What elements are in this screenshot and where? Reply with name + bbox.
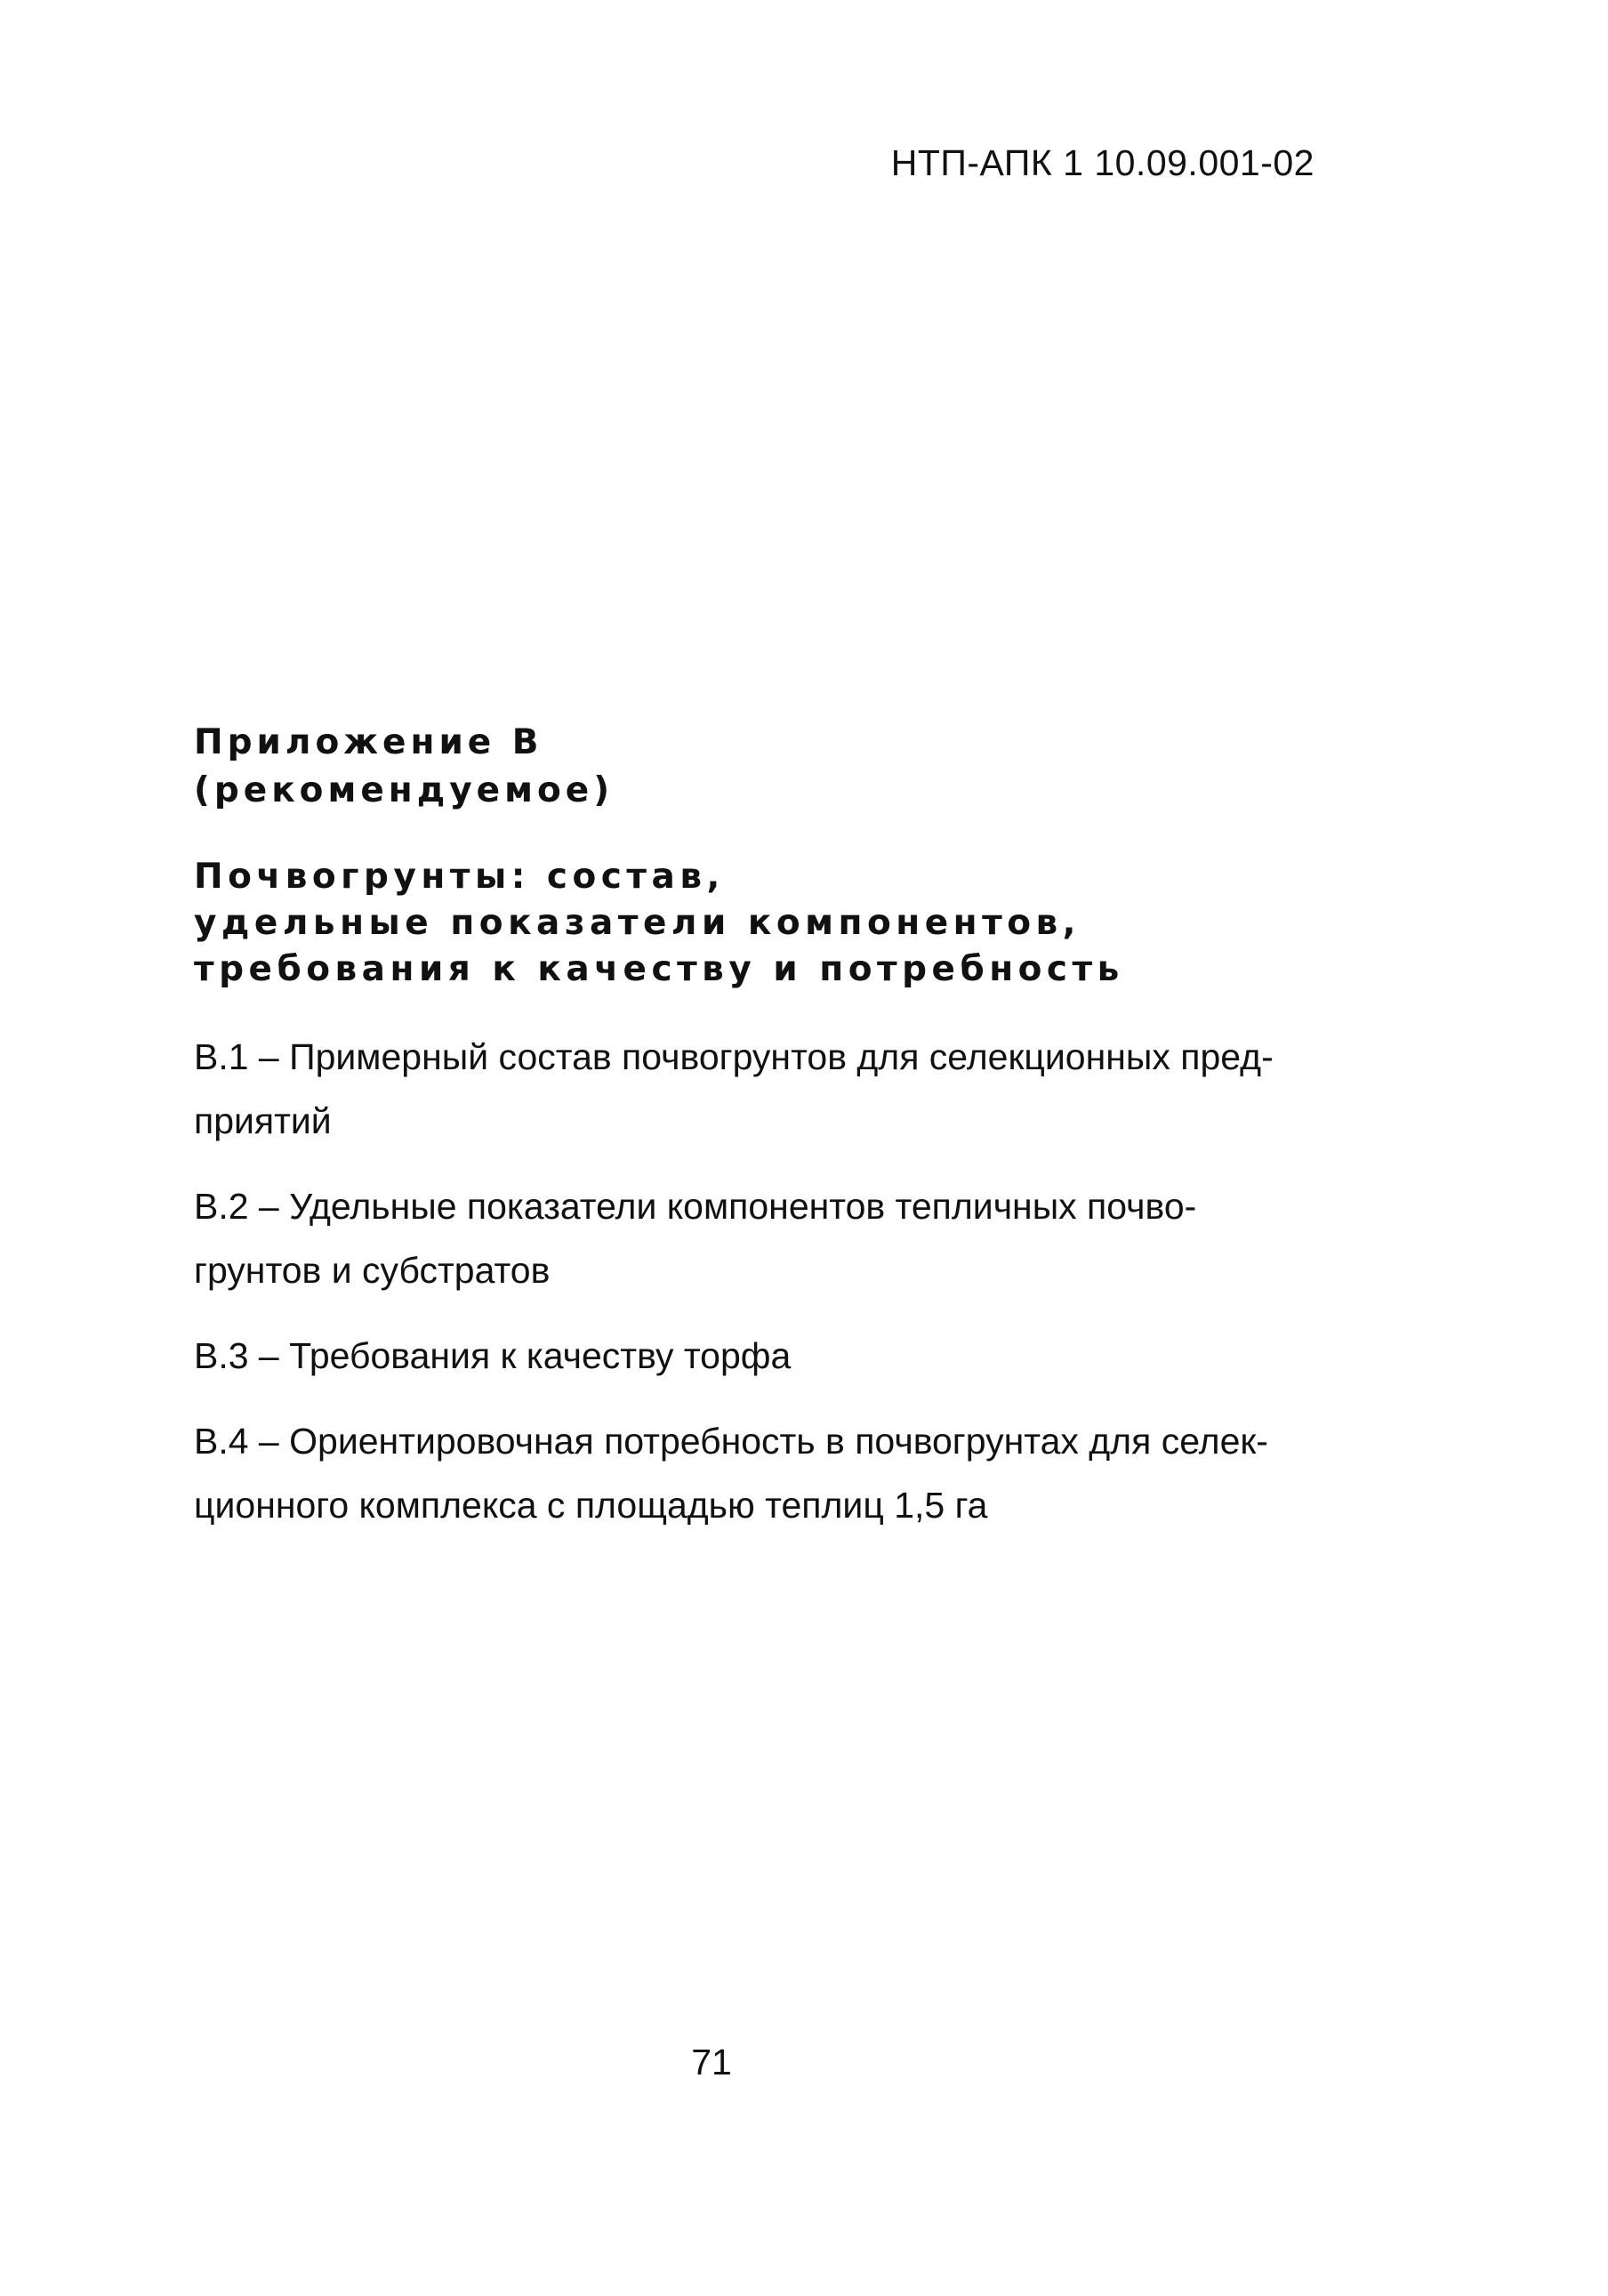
contents-item-b4 [194,1409,1421,1537]
section-title-line: удельные показатели компонентов, [194,903,1081,943]
contents-list [194,1025,1421,1559]
contents-item-b3 [194,1324,1421,1388]
contents-line: В.1 – Примерный состав почвогрунтов для селекционных пред- [194,1036,1274,1077]
appendix-status: (рекомендуемое) [194,770,615,810]
appendix-label: Приложение В [194,722,543,762]
contents-item-b2 [194,1174,1421,1302]
contents-line: приятий [194,1100,332,1141]
contents-line: ционного комплекса с площадью теплиц 1,5 га [194,1485,988,1526]
contents-line: В.3 – Требования к качеству торфа [194,1335,792,1376]
page-number: 71 [691,2042,732,2083]
section-title [194,854,1350,993]
contents-line: В.2 – Удельные показатели компонентов тепличных почво- [194,1186,1197,1227]
section-title-line: Почвогрунты: состав, [194,857,725,897]
appendix-heading [194,719,1350,815]
contents-item-b1 [194,1025,1421,1153]
contents-line: грунтов и субстратов [194,1250,551,1291]
contents-line: В.4 – Ориентировочная потребность в почвогрунтах для селек- [194,1421,1268,1462]
document-code: НТП-АПК 1 10.09.001-02 [890,142,1315,183]
section-title-line: требования к качеству и потребность [194,949,1124,989]
